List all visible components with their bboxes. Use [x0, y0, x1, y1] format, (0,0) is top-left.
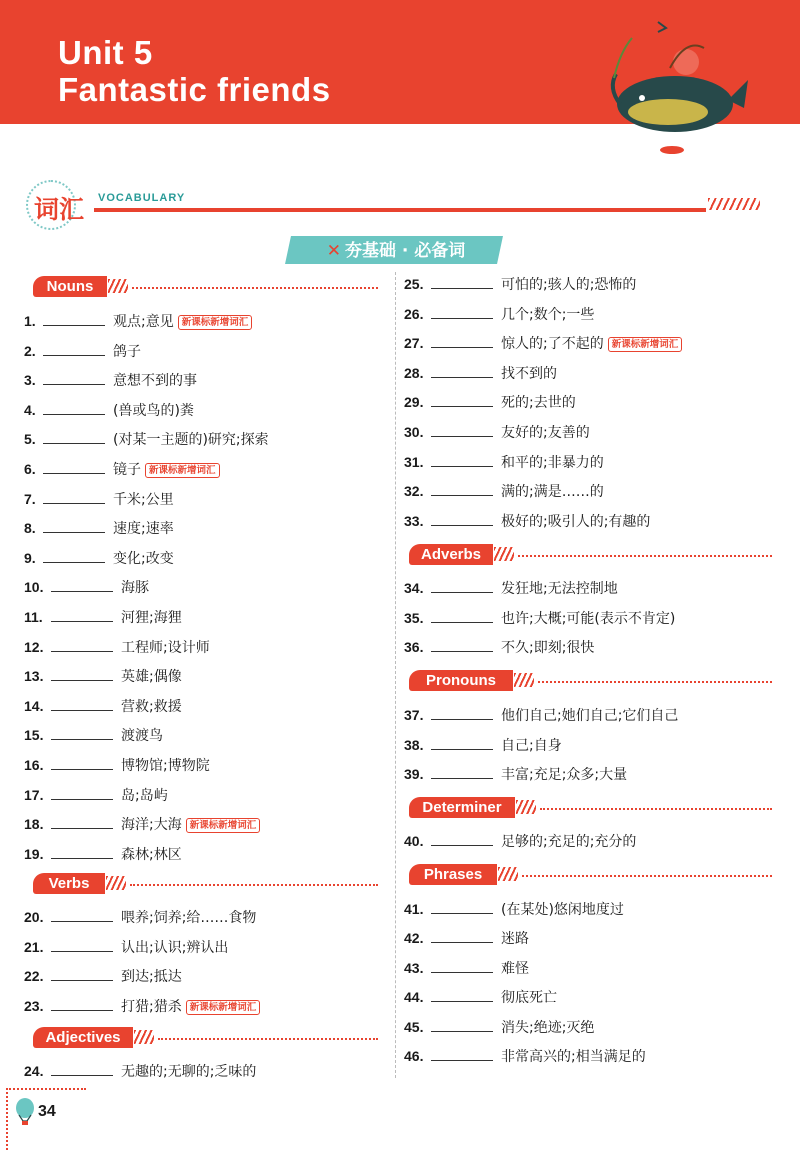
entry-number: 22.	[24, 968, 44, 984]
answer-blank[interactable]	[51, 607, 113, 622]
new-word-tag: 新课标新增词汇	[178, 315, 253, 330]
entry-number: 21.	[24, 938, 44, 955]
entry-meaning: 喂养;饲养;给……食物	[121, 910, 257, 926]
hatch-decoration	[134, 1030, 154, 1044]
answer-blank[interactable]	[431, 481, 493, 496]
vocab-entry	[24, 428, 269, 450]
answer-blank[interactable]	[431, 304, 493, 319]
category-nouns: Nouns	[33, 276, 107, 297]
answer-blank[interactable]	[51, 637, 113, 652]
entry-number: 31.	[404, 453, 424, 470]
entry-number: 30.	[404, 424, 424, 440]
cross-mark-icon: ✕	[326, 241, 341, 261]
answer-blank[interactable]	[51, 755, 113, 770]
entry-number: 4.	[24, 401, 36, 418]
dotted-rule	[540, 808, 772, 810]
vocab-entry	[404, 734, 562, 756]
entry-number: 41.	[404, 901, 424, 917]
answer-blank[interactable]	[431, 578, 493, 593]
entry-number: 43.	[404, 959, 424, 976]
answer-blank[interactable]	[43, 459, 105, 474]
answer-blank[interactable]	[51, 937, 113, 952]
entry-meaning: 变化;改变	[113, 550, 174, 567]
entry-meaning: 英雄;偶像	[121, 669, 182, 686]
entry-meaning: 丰富;充足;众多;大量	[501, 767, 628, 783]
hot-air-balloon-icon	[14, 1098, 36, 1126]
entry-meaning: 非常高兴的;相当满足的	[501, 1049, 646, 1065]
entry-meaning: 迷路	[501, 931, 529, 948]
entry-meaning: 认出;认识;辨认出	[121, 939, 229, 956]
entry-number: 39.	[404, 766, 424, 782]
vocab-entry	[404, 391, 576, 413]
answer-blank[interactable]	[431, 735, 493, 750]
entry-meaning: 观点;意见	[113, 314, 174, 330]
entry-number: 13.	[24, 668, 44, 685]
entry-number: 8.	[24, 520, 36, 537]
column-divider	[395, 272, 396, 1078]
entry-meaning: 足够的;充足的;充分的	[501, 834, 637, 850]
answer-blank[interactable]	[43, 548, 105, 563]
vocab-entry	[404, 898, 624, 920]
entry-number: 32.	[404, 483, 424, 500]
hatch-decoration	[108, 279, 128, 293]
answer-blank[interactable]	[51, 577, 113, 592]
entry-number: 23.	[24, 997, 44, 1014]
vocab-entry	[404, 362, 557, 384]
new-word-tag: 新课标新增词汇	[608, 337, 683, 352]
entry-meaning: 海洋;大海	[121, 817, 182, 834]
vocab-entry	[24, 458, 220, 480]
answer-blank[interactable]	[431, 392, 493, 407]
vocab-entry	[404, 830, 636, 852]
entry-meaning: 满的;满是……的	[501, 484, 604, 501]
entry-number: 34.	[404, 580, 424, 596]
entry-number: 16.	[24, 757, 44, 773]
dotted-rule	[130, 884, 378, 886]
vocab-entry	[24, 813, 260, 835]
hatch-decoration	[498, 867, 518, 881]
entry-meaning: 镜子	[113, 462, 141, 478]
vocab-entry	[24, 665, 182, 687]
answer-blank[interactable]	[51, 666, 113, 681]
entry-meaning: 工程师;设计师	[121, 639, 210, 656]
answer-blank[interactable]	[43, 341, 105, 356]
entry-number: 37.	[404, 707, 424, 723]
entry-meaning: 自己;自身	[501, 737, 562, 754]
banner-title: ✕ 夯基础 · 必备词	[326, 241, 466, 261]
entry-meaning: 他们自己;她们自己;它们自己	[501, 708, 679, 724]
answer-blank[interactable]	[431, 831, 493, 846]
page-number: 34	[38, 1103, 56, 1120]
entry-number: 9.	[24, 549, 36, 566]
answer-blank[interactable]	[43, 518, 105, 533]
vocab-entry	[24, 576, 149, 598]
hatch-decoration	[514, 673, 534, 687]
hatch-decoration	[708, 198, 760, 210]
vocab-entry	[404, 986, 557, 1008]
answer-blank[interactable]	[43, 370, 105, 385]
entry-number: 10.	[24, 579, 44, 596]
entry-number: 5.	[24, 431, 36, 448]
answer-blank[interactable]	[51, 907, 113, 922]
dotted-rule	[132, 287, 378, 289]
entry-meaning: 和平的;非暴力的	[501, 454, 604, 471]
vocab-entry	[24, 340, 141, 362]
vocab-entry	[24, 936, 228, 958]
answer-blank[interactable]	[43, 429, 105, 444]
entry-meaning: 发狂地;无法控制地	[501, 581, 618, 597]
answer-blank[interactable]	[431, 333, 493, 348]
vocab-entry	[24, 488, 174, 510]
vocab-entry	[404, 1016, 594, 1038]
answer-blank[interactable]	[431, 899, 493, 914]
entry-meaning: 营救;救援	[121, 698, 182, 715]
category-pronouns: Pronouns	[409, 670, 513, 691]
answer-blank[interactable]	[43, 311, 105, 326]
answer-blank[interactable]	[431, 764, 493, 779]
entry-number: 2.	[24, 342, 36, 359]
entry-number: 44.	[404, 989, 424, 1006]
answer-blank[interactable]	[431, 958, 493, 973]
answer-blank[interactable]	[431, 608, 493, 623]
vocab-entry	[404, 510, 650, 532]
vocab-entry	[24, 843, 182, 865]
category-adjectives: Adjectives	[33, 1027, 133, 1048]
vocab-entry	[404, 421, 590, 443]
entry-meaning: 海豚	[121, 580, 149, 597]
section-rule	[94, 208, 706, 212]
vocab-entry	[404, 927, 529, 949]
whale-illustration-icon	[600, 8, 750, 158]
entry-meaning: 渡渡鸟	[121, 728, 163, 745]
vocab-entry	[404, 332, 682, 354]
entry-meaning: 难怪	[501, 960, 529, 977]
unit-header	[0, 0, 800, 124]
footer-dotted-rule	[6, 1088, 8, 1150]
entry-number: 11.	[24, 609, 43, 625]
entry-number: 33.	[404, 512, 424, 529]
vocab-entry	[404, 636, 594, 658]
category-adverbs: Adverbs	[409, 544, 493, 565]
vocab-entry	[24, 547, 174, 569]
entry-number: 1.	[24, 313, 36, 329]
entry-meaning: 找不到的	[501, 365, 557, 382]
entry-meaning: 速度;速率	[113, 521, 174, 538]
hatch-decoration	[106, 876, 126, 890]
entry-number: 29.	[404, 394, 424, 411]
entry-meaning: 到达;抵达	[121, 969, 182, 985]
entry-meaning: 可怕的;骇人的;恐怖的	[501, 277, 637, 293]
entry-number: 24.	[24, 1063, 44, 1079]
answer-blank[interactable]	[431, 637, 493, 652]
answer-blank[interactable]	[51, 996, 113, 1011]
entry-meaning: 彻底死亡	[501, 990, 557, 1007]
footer-dotted-rule	[6, 1088, 86, 1090]
vocab-entry	[404, 451, 604, 473]
answer-blank[interactable]	[51, 696, 113, 711]
vocab-entry	[24, 517, 174, 539]
entry-meaning: 千米;公里	[113, 491, 174, 508]
entry-meaning: 死的;去世的	[501, 395, 576, 412]
vocab-entry	[24, 784, 168, 806]
answer-blank[interactable]	[43, 400, 105, 415]
entry-number: 20.	[24, 909, 44, 925]
entry-meaning: 博物馆;博物院	[121, 758, 210, 774]
entry-number: 28.	[404, 364, 424, 381]
entry-number: 18.	[24, 816, 44, 833]
answer-blank[interactable]	[431, 1046, 493, 1061]
entry-meaning: 惊人的;了不起的	[501, 336, 604, 353]
entry-number: 19.	[24, 845, 44, 862]
entry-meaning: 意想不到的事	[113, 373, 197, 390]
vocab-entry	[404, 577, 618, 599]
entry-meaning: (兽或鸟的)粪	[113, 402, 194, 419]
answer-blank[interactable]	[51, 814, 113, 829]
hatch-decoration	[494, 547, 514, 561]
answer-blank[interactable]	[51, 966, 113, 981]
answer-blank[interactable]	[51, 844, 113, 859]
entry-number: 12.	[24, 638, 44, 655]
entry-number: 25.	[404, 276, 424, 292]
entry-meaning: 不久;即刻;很快	[501, 640, 595, 656]
vocab-entry	[404, 763, 627, 785]
answer-blank[interactable]	[431, 1017, 493, 1032]
vocab-entry	[404, 273, 636, 295]
section-title-en: VOCABULARY	[98, 192, 186, 204]
answer-blank[interactable]	[431, 363, 493, 378]
entry-meaning: (在某处)悠闲地度过	[501, 902, 624, 918]
vocab-entry	[404, 957, 529, 979]
category-verbs: Verbs	[33, 873, 105, 894]
entry-number: 15.	[24, 727, 44, 744]
answer-blank[interactable]	[51, 1061, 113, 1076]
answer-blank[interactable]	[431, 511, 493, 526]
entry-number: 40.	[404, 833, 424, 849]
vocab-entry	[24, 724, 163, 746]
section-title-zh: 词汇	[34, 195, 85, 224]
entry-meaning: 岛;岛屿	[121, 787, 168, 804]
vocab-entry	[24, 995, 260, 1017]
vocab-entry	[24, 1060, 256, 1082]
vocab-entry	[404, 1045, 646, 1067]
dotted-rule	[518, 555, 772, 557]
entry-number: 45.	[404, 1018, 424, 1035]
answer-blank[interactable]	[51, 725, 113, 740]
unit-number: Unit 5	[58, 34, 153, 71]
answer-blank[interactable]	[431, 987, 493, 1002]
category-phrases: Phrases	[409, 864, 497, 885]
vocab-entry	[24, 695, 182, 717]
vocab-entry	[24, 369, 197, 391]
vocab-entry	[24, 754, 210, 776]
vocab-entry	[24, 606, 182, 628]
vocab-entry	[24, 399, 194, 421]
entry-number: 36.	[404, 639, 424, 655]
entry-meaning: 河狸;海狸	[121, 610, 182, 626]
entry-number: 27.	[404, 335, 424, 352]
entry-number: 46.	[404, 1048, 424, 1064]
unit-title: Fantastic friends	[58, 71, 331, 108]
entry-meaning: 友好的;友善的	[501, 425, 590, 441]
answer-blank[interactable]	[51, 785, 113, 800]
dotted-rule	[522, 875, 772, 877]
entry-number: 38.	[404, 736, 424, 753]
answer-blank[interactable]	[431, 274, 493, 289]
entry-meaning: (对某一主题的)研究;探索	[113, 432, 269, 449]
entry-number: 3.	[24, 372, 36, 389]
vocab-entry	[404, 480, 604, 502]
entry-number: 26.	[404, 305, 424, 322]
entry-number: 14.	[24, 697, 44, 714]
entry-number: 35.	[404, 609, 424, 626]
entry-number: 7.	[24, 490, 36, 507]
new-word-tag: 新课标新增词汇	[145, 463, 220, 478]
entry-meaning: 森林;林区	[121, 846, 182, 863]
entry-meaning: 消失;绝迹;灭绝	[501, 1019, 595, 1036]
hatch-decoration	[516, 800, 536, 814]
vocab-entry	[24, 965, 182, 987]
answer-blank[interactable]	[431, 705, 493, 720]
vocab-entry	[24, 636, 210, 658]
answer-blank[interactable]	[431, 422, 493, 437]
answer-blank[interactable]	[431, 928, 493, 943]
entry-number: 6.	[24, 461, 36, 477]
vocab-entry	[24, 906, 256, 928]
vocab-entry	[404, 303, 594, 325]
category-determiner: Determiner	[409, 797, 515, 818]
vocabulary-logo	[24, 178, 94, 224]
vocab-entry	[404, 607, 675, 629]
answer-blank[interactable]	[43, 489, 105, 504]
answer-blank[interactable]	[431, 452, 493, 467]
entry-meaning: 无趣的;无聊的;乏味的	[121, 1064, 257, 1080]
entry-meaning: 也许;大概;可能(表示不肯定)	[501, 610, 676, 627]
dotted-rule	[158, 1038, 378, 1040]
entry-meaning: 极好的;吸引人的;有趣的	[501, 513, 651, 530]
new-word-tag: 新课标新增词汇	[186, 1000, 261, 1015]
dotted-rule	[538, 681, 772, 683]
vocab-entry	[24, 310, 252, 332]
vocab-entry	[404, 704, 678, 726]
entry-meaning: 鸽子	[113, 343, 141, 360]
new-word-tag: 新课标新增词汇	[186, 818, 261, 833]
entry-meaning: 几个;数个;一些	[501, 306, 595, 323]
entry-number: 17.	[24, 786, 44, 803]
entry-meaning: 打猎;猎杀	[121, 998, 182, 1015]
entry-number: 42.	[404, 930, 424, 947]
